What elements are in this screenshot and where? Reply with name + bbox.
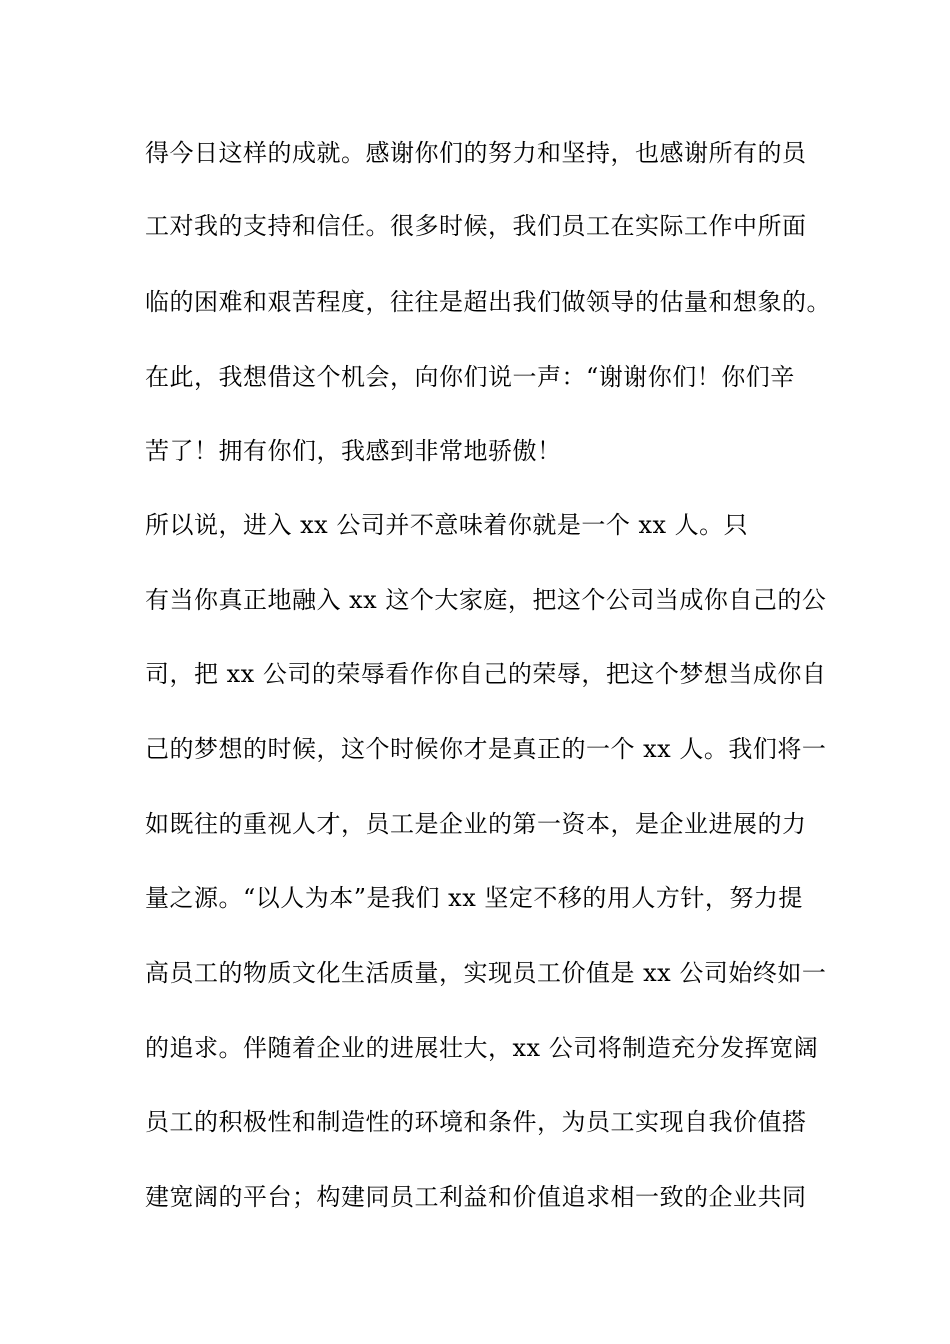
text-line: 得今日这样的成就。感谢你们的努力和坚持，也感谢所有的员 [145, 139, 807, 167]
text-line: 在此，我想借这个机会，向你们说一声：“谢谢你们！你们辛 [145, 363, 795, 391]
text-line: 高员工的物质文化生活质量，实现员工价值是 xx 公司始终如一 [145, 959, 827, 987]
text-line: 员工的积极性和制造性的环境和条件，为员工实现自我价值搭 [145, 1108, 807, 1136]
text-line: 己的梦想的时候，这个时候你才是真正的一个 xx 人。我们将一 [145, 735, 827, 763]
text-line: 量之源。“以人为本”是我们 xx 坚定不移的用人方针，努力提 [145, 884, 803, 912]
text-line: 临的困难和艰苦程度，往往是超出我们做领导的估量和想象的。 [145, 288, 831, 316]
text-line: 的追求。伴随着企业的进展壮大，xx 公司将制造充分发挥宽阔 [145, 1034, 819, 1062]
text-line: 如既往的重视人才，员工是企业的第一资本，是企业进展的力 [145, 810, 807, 838]
text-line: 有当你真正地融入 xx 这个大家庭，把这个公司当成你自己的公 [145, 586, 827, 614]
text-line: 苦了！拥有你们，我感到非常地骄傲！ [145, 437, 562, 465]
text-line: 所以说，进入 xx 公司并不意味着你就是一个 xx 人。只 [145, 511, 749, 539]
text-line: 司，把 xx 公司的荣辱看作你自己的荣辱，把这个梦想当成你自 [145, 660, 827, 688]
text-line: 工对我的支持和信任。很多时候，我们员工在实际工作中所面 [145, 212, 807, 240]
text-line: 建宽阔的平台；构建同员工利益和价值追求相一致的企业共同 [145, 1183, 807, 1211]
